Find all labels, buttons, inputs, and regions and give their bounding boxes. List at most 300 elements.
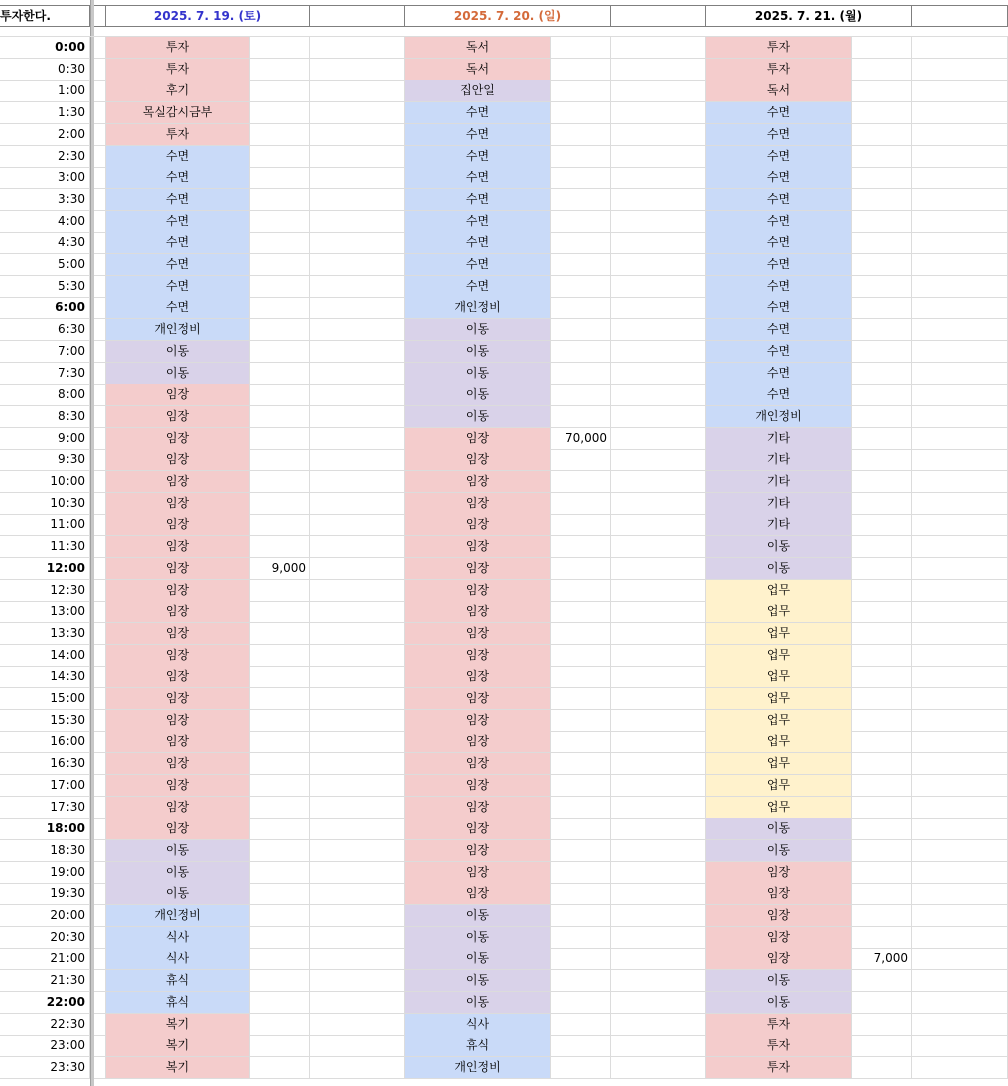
empty-cell[interactable] [912,124,1008,146]
spacer-cell[interactable] [94,211,106,233]
activity-cell[interactable]: 업무 [706,580,852,602]
time-cell[interactable]: 0:00 [0,37,90,59]
empty-cell[interactable] [310,471,405,493]
time-cell[interactable]: 3:00 [0,167,90,189]
amount-cell[interactable] [852,731,912,753]
activity-cell[interactable]: 임장 [405,818,551,840]
amount-cell[interactable] [551,623,611,645]
amount-cell[interactable] [852,1057,912,1079]
empty-cell[interactable] [912,666,1008,688]
empty-cell[interactable] [611,862,706,884]
header-spacer[interactable] [94,5,106,27]
activity-cell[interactable]: 임장 [405,883,551,905]
time-cell[interactable]: 23:00 [0,1035,90,1057]
empty-cell[interactable] [611,363,706,385]
amount-cell[interactable] [250,927,310,949]
activity-cell[interactable]: 개인정비 [706,406,852,428]
spacer-cell[interactable] [94,189,106,211]
amount-cell[interactable] [852,232,912,254]
amount-cell[interactable] [551,276,611,298]
activity-cell[interactable]: 수면 [405,189,551,211]
empty-cell[interactable] [310,189,405,211]
amount-cell[interactable] [551,1057,611,1079]
empty-cell[interactable] [912,688,1008,710]
activity-cell[interactable]: 수면 [405,124,551,146]
spacer-cell[interactable] [94,80,106,102]
activity-cell[interactable]: 수면 [405,167,551,189]
day-header-0720[interactable]: 2025. 7. 20. (일) [405,5,611,27]
empty-cell[interactable] [611,601,706,623]
amount-cell[interactable] [250,970,310,992]
empty-cell[interactable] [310,167,405,189]
amount-cell[interactable] [852,688,912,710]
amount-cell[interactable] [551,102,611,124]
activity-cell[interactable]: 임장 [106,601,250,623]
time-cell[interactable]: 1:00 [0,80,90,102]
activity-cell[interactable]: 임장 [106,580,250,602]
amount-cell[interactable]: 9,000 [250,558,310,580]
amount-cell[interactable] [250,406,310,428]
activity-cell[interactable]: 임장 [405,688,551,710]
amount-cell[interactable] [852,645,912,667]
amount-cell[interactable] [551,883,611,905]
activity-cell[interactable]: 수면 [706,124,852,146]
empty-cell[interactable] [912,232,1008,254]
activity-cell[interactable]: 독서 [405,59,551,81]
amount-cell[interactable] [852,384,912,406]
time-cell[interactable]: 17:30 [0,797,90,819]
amount-cell[interactable] [852,124,912,146]
activity-cell[interactable]: 업무 [706,797,852,819]
activity-cell[interactable]: 업무 [706,688,852,710]
empty-cell[interactable] [912,840,1008,862]
spacer-cell[interactable] [94,970,106,992]
amount-cell[interactable] [551,493,611,515]
activity-cell[interactable]: 임장 [106,558,250,580]
time-cell[interactable]: 5:00 [0,254,90,276]
empty-cell[interactable] [912,59,1008,81]
amount-cell[interactable] [250,840,310,862]
activity-cell[interactable]: 임장 [106,731,250,753]
activity-cell[interactable]: 이동 [706,970,852,992]
activity-cell[interactable]: 수면 [706,254,852,276]
empty-cell[interactable] [611,905,706,927]
spacer-cell[interactable] [94,384,106,406]
time-cell[interactable]: 18:00 [0,818,90,840]
amount-cell[interactable] [250,645,310,667]
activity-cell[interactable]: 임장 [405,449,551,471]
time-cell[interactable]: 15:30 [0,710,90,732]
empty-cell[interactable] [310,948,405,970]
spacer-cell[interactable] [94,276,106,298]
amount-cell[interactable] [250,124,310,146]
empty-cell[interactable] [611,146,706,168]
empty-cell[interactable] [310,449,405,471]
empty-cell[interactable] [310,37,405,59]
time-cell[interactable]: 21:30 [0,970,90,992]
day-header-0721[interactable]: 2025. 7. 21. (월) [706,5,912,27]
empty-cell[interactable] [310,80,405,102]
empty-cell[interactable] [912,189,1008,211]
empty-cell[interactable] [611,992,706,1014]
activity-cell[interactable]: 업무 [706,710,852,732]
amount-cell[interactable] [250,1057,310,1079]
spacer-cell[interactable] [94,1035,106,1057]
empty-cell[interactable] [310,775,405,797]
amount-cell[interactable] [250,102,310,124]
time-cell[interactable]: 17:00 [0,775,90,797]
empty-cell[interactable] [912,471,1008,493]
empty-cell[interactable] [611,124,706,146]
activity-cell[interactable]: 임장 [405,514,551,536]
amount-cell[interactable] [852,775,912,797]
empty-cell[interactable] [310,1014,405,1036]
activity-cell[interactable]: 임장 [405,840,551,862]
empty-cell[interactable] [611,59,706,81]
activity-cell[interactable]: 수면 [706,211,852,233]
amount-cell[interactable] [551,1035,611,1057]
spacer-cell[interactable] [94,948,106,970]
amount-cell[interactable] [852,146,912,168]
empty-cell[interactable] [611,623,706,645]
activity-cell[interactable]: 수면 [405,276,551,298]
header-left-label[interactable]: 투자한다. [0,5,90,27]
activity-cell[interactable]: 이동 [706,536,852,558]
time-cell[interactable]: 2:30 [0,146,90,168]
amount-cell[interactable] [250,710,310,732]
empty-cell[interactable] [310,992,405,1014]
amount-cell[interactable] [551,927,611,949]
spacer-cell[interactable] [94,297,106,319]
amount-cell[interactable] [250,37,310,59]
activity-cell[interactable]: 복기 [106,1014,250,1036]
spacer-cell[interactable] [94,449,106,471]
activity-cell[interactable]: 개인정비 [405,297,551,319]
empty-cell[interactable] [310,645,405,667]
activity-cell[interactable]: 수면 [106,276,250,298]
activity-cell[interactable]: 업무 [706,753,852,775]
activity-cell[interactable]: 수면 [106,167,250,189]
spacer-cell[interactable] [94,232,106,254]
activity-cell[interactable]: 독서 [405,37,551,59]
empty-cell[interactable] [611,471,706,493]
empty-cell[interactable] [912,645,1008,667]
empty-cell[interactable] [611,189,706,211]
activity-cell[interactable]: 임장 [405,862,551,884]
amount-cell[interactable] [852,1035,912,1057]
amount-cell[interactable] [250,493,310,515]
amount-cell[interactable] [250,167,310,189]
empty-cell[interactable] [912,341,1008,363]
activity-cell[interactable]: 임장 [106,428,250,450]
spacer-cell[interactable] [94,406,106,428]
activity-cell[interactable]: 이동 [405,406,551,428]
spacer-cell[interactable] [94,124,106,146]
empty-cell[interactable] [912,80,1008,102]
amount-cell[interactable] [551,341,611,363]
activity-cell[interactable]: 임장 [106,493,250,515]
activity-cell[interactable]: 임장 [106,688,250,710]
spacer-cell[interactable] [94,601,106,623]
activity-cell[interactable]: 임장 [706,927,852,949]
amount-cell[interactable] [852,406,912,428]
activity-cell[interactable]: 집안일 [405,80,551,102]
amount-cell[interactable] [551,37,611,59]
time-cell[interactable]: 23:30 [0,1057,90,1079]
activity-cell[interactable]: 이동 [706,818,852,840]
amount-cell[interactable] [852,840,912,862]
activity-cell[interactable]: 임장 [405,775,551,797]
amount-cell[interactable] [250,297,310,319]
time-cell[interactable]: 12:00 [0,558,90,580]
empty-cell[interactable] [611,384,706,406]
empty-cell[interactable] [611,948,706,970]
time-cell[interactable]: 16:00 [0,731,90,753]
time-cell[interactable]: 4:00 [0,211,90,233]
amount-cell[interactable] [551,124,611,146]
time-cell[interactable]: 18:30 [0,840,90,862]
empty-cell[interactable] [912,948,1008,970]
spacer-cell[interactable] [94,514,106,536]
activity-cell[interactable]: 투자 [706,59,852,81]
empty-cell[interactable] [611,775,706,797]
activity-cell[interactable]: 임장 [106,645,250,667]
activity-cell[interactable]: 임장 [106,797,250,819]
amount-cell[interactable] [551,992,611,1014]
activity-cell[interactable]: 수면 [706,232,852,254]
spacer-cell[interactable] [94,471,106,493]
empty-cell[interactable] [912,1014,1008,1036]
activity-cell[interactable]: 임장 [405,471,551,493]
spacer-cell[interactable] [94,363,106,385]
amount-cell[interactable] [551,601,611,623]
empty-cell[interactable] [912,862,1008,884]
empty-cell[interactable] [310,428,405,450]
activity-cell[interactable]: 이동 [405,319,551,341]
activity-cell[interactable]: 개인정비 [405,1057,551,1079]
activity-cell[interactable]: 임장 [106,471,250,493]
activity-cell[interactable]: 이동 [405,927,551,949]
amount-cell[interactable] [250,232,310,254]
activity-cell[interactable]: 수면 [405,211,551,233]
activity-cell[interactable]: 수면 [706,384,852,406]
empty-cell[interactable] [611,818,706,840]
activity-cell[interactable]: 기타 [706,428,852,450]
time-cell[interactable]: 16:30 [0,753,90,775]
empty-cell[interactable] [912,254,1008,276]
spacer-cell[interactable] [94,927,106,949]
activity-cell[interactable]: 수면 [706,276,852,298]
amount-cell[interactable] [250,1014,310,1036]
amount-cell[interactable] [250,818,310,840]
amount-cell[interactable] [250,449,310,471]
amount-cell[interactable] [551,297,611,319]
empty-cell[interactable] [310,493,405,515]
empty-cell[interactable] [611,1014,706,1036]
activity-cell[interactable]: 임장 [405,580,551,602]
amount-cell[interactable] [852,102,912,124]
empty-cell[interactable] [310,883,405,905]
amount-cell[interactable] [551,731,611,753]
spacer-cell[interactable] [94,797,106,819]
empty-cell[interactable] [310,232,405,254]
empty-cell[interactable] [310,514,405,536]
empty-cell[interactable] [912,211,1008,233]
amount-cell[interactable] [250,514,310,536]
amount-cell[interactable] [852,623,912,645]
empty-cell[interactable] [912,536,1008,558]
time-cell[interactable]: 8:30 [0,406,90,428]
time-cell[interactable]: 6:00 [0,297,90,319]
activity-cell[interactable]: 임장 [106,406,250,428]
spacer-cell[interactable] [94,753,106,775]
amount-cell[interactable] [551,970,611,992]
empty-cell[interactable] [310,146,405,168]
activity-cell[interactable]: 임장 [106,753,250,775]
empty-cell[interactable] [912,384,1008,406]
amount-cell[interactable] [551,514,611,536]
empty-cell[interactable] [310,580,405,602]
amount-cell[interactable] [551,254,611,276]
amount-cell[interactable] [250,992,310,1014]
amount-cell[interactable] [852,883,912,905]
time-cell[interactable]: 2:00 [0,124,90,146]
amount-cell[interactable] [852,276,912,298]
empty-cell[interactable] [310,797,405,819]
amount-cell[interactable] [551,862,611,884]
activity-cell[interactable]: 수면 [706,319,852,341]
activity-cell[interactable]: 이동 [106,341,250,363]
amount-cell[interactable] [852,297,912,319]
amount-cell[interactable] [250,775,310,797]
spacer-cell[interactable] [94,341,106,363]
amount-cell[interactable] [852,471,912,493]
empty-cell[interactable] [310,753,405,775]
activity-cell[interactable]: 이동 [405,384,551,406]
amount-cell[interactable] [250,536,310,558]
amount-cell[interactable] [551,688,611,710]
empty-cell[interactable] [310,254,405,276]
amount-cell[interactable] [852,493,912,515]
activity-cell[interactable]: 투자 [106,37,250,59]
amount-cell[interactable] [551,189,611,211]
activity-cell[interactable]: 식사 [405,1014,551,1036]
empty-cell[interactable] [912,1035,1008,1057]
spacer-cell[interactable] [94,731,106,753]
activity-cell[interactable]: 업무 [706,775,852,797]
activity-cell[interactable]: 수면 [405,146,551,168]
amount-cell[interactable] [852,666,912,688]
activity-cell[interactable]: 이동 [405,970,551,992]
empty-cell[interactable] [310,124,405,146]
amount-cell[interactable] [551,797,611,819]
amount-cell[interactable] [551,905,611,927]
empty-cell[interactable] [611,666,706,688]
spacer-cell[interactable] [94,536,106,558]
amount-cell[interactable] [250,797,310,819]
empty-cell[interactable] [310,840,405,862]
activity-cell[interactable]: 임장 [706,862,852,884]
amount-cell[interactable] [852,59,912,81]
empty-cell[interactable] [912,449,1008,471]
amount-cell[interactable] [250,862,310,884]
activity-cell[interactable]: 임장 [405,558,551,580]
activity-cell[interactable]: 임장 [106,514,250,536]
empty-cell[interactable] [310,710,405,732]
empty-cell[interactable] [912,428,1008,450]
header-blank-2[interactable] [611,5,706,27]
time-cell[interactable]: 21:00 [0,948,90,970]
empty-cell[interactable] [611,341,706,363]
activity-cell[interactable]: 임장 [106,818,250,840]
amount-cell[interactable] [250,211,310,233]
spacer-cell[interactable] [94,558,106,580]
amount-cell[interactable] [852,37,912,59]
activity-cell[interactable]: 수면 [106,297,250,319]
amount-cell[interactable] [250,580,310,602]
empty-cell[interactable] [310,384,405,406]
activity-cell[interactable]: 수면 [706,297,852,319]
empty-cell[interactable] [611,840,706,862]
empty-cell[interactable] [611,493,706,515]
amount-cell[interactable] [551,558,611,580]
empty-cell[interactable] [912,514,1008,536]
empty-cell[interactable] [611,406,706,428]
activity-cell[interactable]: 수면 [106,254,250,276]
activity-cell[interactable]: 수면 [405,102,551,124]
activity-cell[interactable]: 휴식 [405,1035,551,1057]
spacer-cell[interactable] [94,862,106,884]
spacer-cell[interactable] [94,319,106,341]
amount-cell[interactable] [551,948,611,970]
empty-cell[interactable] [310,536,405,558]
time-cell[interactable]: 5:30 [0,276,90,298]
amount-cell[interactable] [551,775,611,797]
amount-cell[interactable] [250,363,310,385]
spacer-cell[interactable] [94,102,106,124]
time-cell[interactable]: 13:00 [0,601,90,623]
empty-cell[interactable] [912,102,1008,124]
activity-cell[interactable]: 휴식 [106,970,250,992]
spacer-cell[interactable] [94,59,106,81]
empty-cell[interactable] [310,406,405,428]
activity-cell[interactable]: 복기 [106,1057,250,1079]
empty-cell[interactable] [912,580,1008,602]
amount-cell[interactable] [250,905,310,927]
time-cell[interactable]: 15:00 [0,688,90,710]
empty-cell[interactable] [611,297,706,319]
amount-cell[interactable] [250,276,310,298]
activity-cell[interactable]: 업무 [706,645,852,667]
amount-cell[interactable] [852,818,912,840]
activity-cell[interactable]: 이동 [106,862,250,884]
activity-cell[interactable]: 임장 [405,536,551,558]
amount-cell[interactable] [551,471,611,493]
time-cell[interactable]: 1:30 [0,102,90,124]
activity-cell[interactable]: 수면 [106,211,250,233]
empty-cell[interactable] [310,363,405,385]
activity-cell[interactable]: 임장 [405,710,551,732]
activity-cell[interactable]: 업무 [706,666,852,688]
empty-cell[interactable] [611,80,706,102]
spacer-cell[interactable] [94,580,106,602]
time-cell[interactable]: 6:30 [0,319,90,341]
amount-cell[interactable] [551,363,611,385]
activity-cell[interactable]: 임장 [106,623,250,645]
empty-cell[interactable] [310,970,405,992]
time-cell[interactable]: 10:30 [0,493,90,515]
empty-cell[interactable] [912,167,1008,189]
